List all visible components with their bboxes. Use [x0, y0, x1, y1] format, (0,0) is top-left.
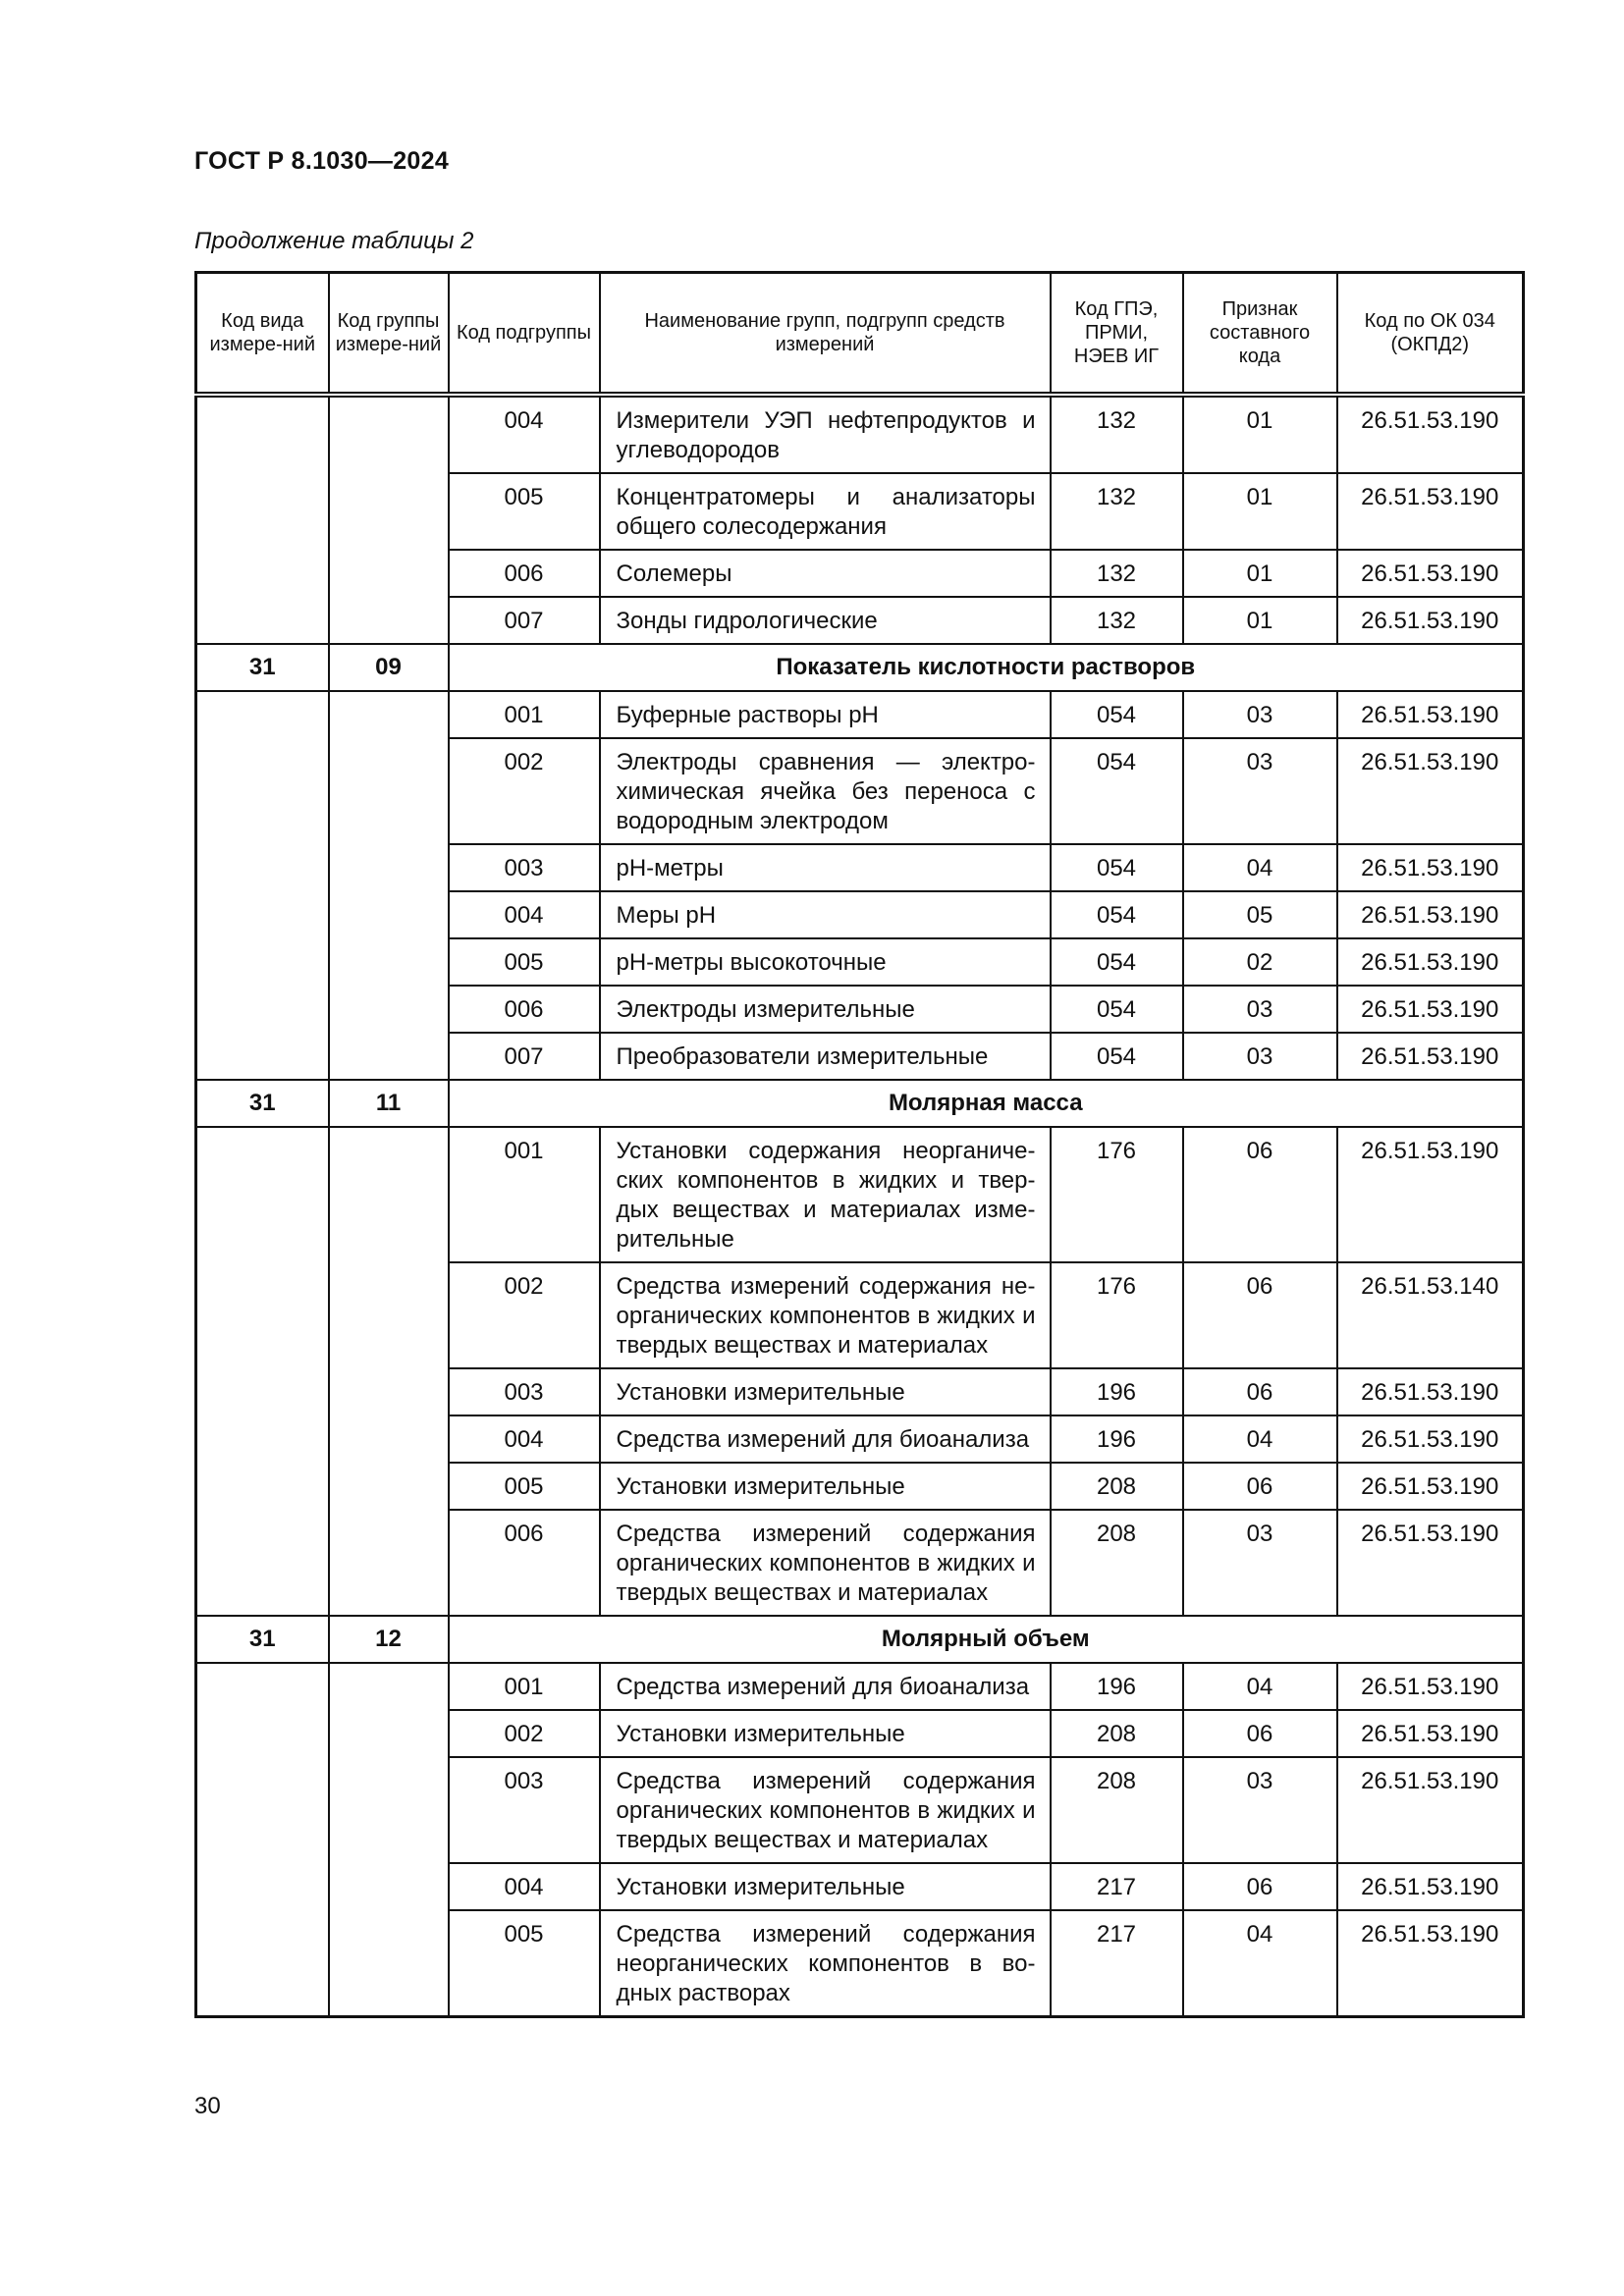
gpe-code: 217 [1051, 1910, 1183, 2017]
composite-sign: 02 [1183, 938, 1337, 986]
instrument-name: Установки измерительные [600, 1710, 1051, 1757]
instrument-name: Электроды измерительные [600, 986, 1051, 1033]
table-row [196, 1663, 1524, 1710]
subgroup-code: 003 [449, 844, 600, 891]
gpe-code: 208 [1051, 1510, 1183, 1616]
kind-code-cell-empty [196, 395, 329, 644]
instrument-name: Средства измерений для биоанализа [600, 1663, 1051, 1710]
header-gpe-code: Код ГПЭ, ПРМИ, НЭЕВ ИГ [1051, 273, 1183, 396]
gpe-code: 132 [1051, 597, 1183, 644]
composite-sign: 06 [1183, 1127, 1337, 1262]
group-title: Молярный объем [449, 1616, 1524, 1663]
header-group-code: Код группы измере-ний [329, 273, 449, 396]
instrument-name: Установки измерительные [600, 1368, 1051, 1415]
instrument-name: Установки измерительные [600, 1463, 1051, 1510]
instrument-name: Средства измерений для биоанализа [600, 1415, 1051, 1463]
okpd-code: 26.51.53.190 [1337, 1415, 1524, 1463]
composite-sign: 04 [1183, 1415, 1337, 1463]
subgroup-code: 006 [449, 986, 600, 1033]
subgroup-code: 004 [449, 1863, 600, 1910]
group-kind-code: 31 [196, 1080, 329, 1127]
okpd-code: 26.51.53.190 [1337, 891, 1524, 938]
table-row [196, 691, 1524, 738]
group-row [196, 1080, 1524, 1127]
composite-sign: 01 [1183, 550, 1337, 597]
gpe-code: 196 [1051, 1663, 1183, 1710]
document-header: ГОСТ Р 8.1030—2024 [194, 147, 450, 175]
gpe-code: 132 [1051, 473, 1183, 550]
subgroup-code: 006 [449, 1510, 600, 1616]
composite-sign: 06 [1183, 1710, 1337, 1757]
kind-code-cell-empty [196, 1127, 329, 1616]
composite-sign: 04 [1183, 844, 1337, 891]
subgroup-code: 004 [449, 395, 600, 473]
okpd-code: 26.51.53.190 [1337, 1757, 1524, 1863]
group-code-cell-empty [329, 691, 449, 1080]
gpe-code: 196 [1051, 1415, 1183, 1463]
okpd-code: 26.51.53.140 [1337, 1262, 1524, 1368]
subgroup-code: 007 [449, 597, 600, 644]
composite-sign: 03 [1183, 691, 1337, 738]
composite-sign: 03 [1183, 1757, 1337, 1863]
instrument-name: Солемеры [600, 550, 1051, 597]
instrument-name: Средства измерений содержания органических компонентов в жидких и твердых веществах и материалах [600, 1757, 1051, 1863]
header-kind-code: Код вида измере-ний [196, 273, 329, 396]
okpd-code: 26.51.53.190 [1337, 1663, 1524, 1710]
subgroup-code: 004 [449, 1415, 600, 1463]
subgroup-code: 002 [449, 1710, 600, 1757]
composite-sign: 06 [1183, 1262, 1337, 1368]
composite-sign: 04 [1183, 1910, 1337, 2017]
okpd-code: 26.51.53.190 [1337, 738, 1524, 844]
subgroup-code: 005 [449, 473, 600, 550]
gpe-code: 176 [1051, 1127, 1183, 1262]
header-subgroup-code: Код подгруппы [449, 273, 600, 396]
composite-sign: 05 [1183, 891, 1337, 938]
group-kind-code: 31 [196, 1616, 329, 1663]
gpe-code: 054 [1051, 844, 1183, 891]
header-name: Наименование групп, подгрупп средств измерений [600, 273, 1051, 396]
composite-sign: 01 [1183, 395, 1337, 473]
okpd-code: 26.51.53.190 [1337, 691, 1524, 738]
okpd-code: 26.51.53.190 [1337, 1033, 1524, 1080]
group-kind-code: 31 [196, 644, 329, 691]
instrument-name: Измерители УЭП нефтепродуктов и углеводородов [600, 395, 1051, 473]
table-row [196, 395, 1524, 473]
subgroup-code: 002 [449, 738, 600, 844]
okpd-code: 26.51.53.190 [1337, 1910, 1524, 2017]
group-code: 12 [329, 1616, 449, 1663]
instrument-name: Средства измерений содержания не-органических компонентов в жидких и твердых веществах и материалах [600, 1262, 1051, 1368]
instrument-name: Преобразователи измерительные [600, 1033, 1051, 1080]
okpd-code: 26.51.53.190 [1337, 1710, 1524, 1757]
okpd-code: 26.51.53.190 [1337, 986, 1524, 1033]
okpd-code: 26.51.53.190 [1337, 1863, 1524, 1910]
subgroup-code: 006 [449, 550, 600, 597]
gpe-code: 208 [1051, 1710, 1183, 1757]
subgroup-code: 001 [449, 691, 600, 738]
gpe-code: 132 [1051, 395, 1183, 473]
subgroup-code: 003 [449, 1368, 600, 1415]
gpe-code: 054 [1051, 891, 1183, 938]
instrument-name: Зонды гидрологические [600, 597, 1051, 644]
gpe-code: 208 [1051, 1757, 1183, 1863]
group-code: 11 [329, 1080, 449, 1127]
subgroup-code: 005 [449, 938, 600, 986]
instrument-name: Средства измерений содержания неорганических компонентов в во-дных растворах [600, 1910, 1051, 2017]
composite-sign: 06 [1183, 1368, 1337, 1415]
kind-code-cell-empty [196, 691, 329, 1080]
gpe-code: 208 [1051, 1463, 1183, 1510]
instrument-name: Установки содержания неорганиче-ских компонентов в жидких и твер-дых веществах и материалах изме-рительные [600, 1127, 1051, 1262]
page-number: 30 [194, 2093, 221, 2119]
group-code-cell-empty [329, 395, 449, 644]
gpe-code: 054 [1051, 738, 1183, 844]
subgroup-code: 007 [449, 1033, 600, 1080]
composite-sign: 06 [1183, 1463, 1337, 1510]
header-okpd-code: Код по ОК 034 (ОКПД2) [1337, 273, 1524, 396]
subgroup-code: 005 [449, 1463, 600, 1510]
instrument-name: pH-метры [600, 844, 1051, 891]
subgroup-code: 001 [449, 1663, 600, 1710]
instrument-name: Установки измерительные [600, 1863, 1051, 1910]
gpe-code: 176 [1051, 1262, 1183, 1368]
composite-sign: 03 [1183, 738, 1337, 844]
gpe-code: 054 [1051, 938, 1183, 986]
instrument-name: pH-метры высокоточные [600, 938, 1051, 986]
composite-sign: 03 [1183, 986, 1337, 1033]
okpd-code: 26.51.53.190 [1337, 1368, 1524, 1415]
instrument-name: Концентратомеры и анализаторы общего солесодержания [600, 473, 1051, 550]
kind-code-cell-empty [196, 1663, 329, 2017]
subgroup-code: 001 [449, 1127, 600, 1262]
okpd-code: 26.51.53.190 [1337, 1463, 1524, 1510]
composite-sign: 06 [1183, 1863, 1337, 1910]
group-code-cell-empty [329, 1127, 449, 1616]
instrument-name: Меры pH [600, 891, 1051, 938]
instrument-name: Средства измерений содержания органических компонентов в жидких и твердых веществах и материалах [600, 1510, 1051, 1616]
table-row [196, 1127, 1524, 1262]
composite-sign: 03 [1183, 1510, 1337, 1616]
table-body [196, 395, 1524, 2017]
group-code: 09 [329, 644, 449, 691]
composite-sign: 01 [1183, 597, 1337, 644]
group-title: Показатель кислотности растворов [449, 644, 1524, 691]
group-row [196, 644, 1524, 691]
subgroup-code: 004 [449, 891, 600, 938]
gpe-code: 054 [1051, 691, 1183, 738]
subgroup-code: 005 [449, 1910, 600, 2017]
okpd-code: 26.51.53.190 [1337, 597, 1524, 644]
table-caption: Продолжение таблицы 2 [194, 228, 474, 254]
gpe-code: 132 [1051, 550, 1183, 597]
group-title: Молярная масса [449, 1080, 1524, 1127]
gpe-code: 196 [1051, 1368, 1183, 1415]
table-container [194, 271, 1522, 2018]
subgroup-code: 003 [449, 1757, 600, 1863]
header-composite-sign: Признак составного кода [1183, 273, 1337, 396]
codes-table [194, 271, 1525, 2018]
okpd-code: 26.51.53.190 [1337, 473, 1524, 550]
okpd-code: 26.51.53.190 [1337, 550, 1524, 597]
okpd-code: 26.51.53.190 [1337, 395, 1524, 473]
composite-sign: 04 [1183, 1663, 1337, 1710]
okpd-code: 26.51.53.190 [1337, 938, 1524, 986]
subgroup-code: 002 [449, 1262, 600, 1368]
okpd-code: 26.51.53.190 [1337, 844, 1524, 891]
gpe-code: 054 [1051, 986, 1183, 1033]
composite-sign: 03 [1183, 1033, 1337, 1080]
composite-sign: 01 [1183, 473, 1337, 550]
group-row [196, 1616, 1524, 1663]
gpe-code: 054 [1051, 1033, 1183, 1080]
gpe-code: 217 [1051, 1863, 1183, 1910]
group-code-cell-empty [329, 1663, 449, 2017]
okpd-code: 26.51.53.190 [1337, 1127, 1524, 1262]
instrument-name: Электроды сравнения — электро-химическая ячейка без переноса с водородным электродом [600, 738, 1051, 844]
table-header-row [196, 273, 1524, 396]
okpd-code: 26.51.53.190 [1337, 1510, 1524, 1616]
instrument-name: Буферные растворы pH [600, 691, 1051, 738]
